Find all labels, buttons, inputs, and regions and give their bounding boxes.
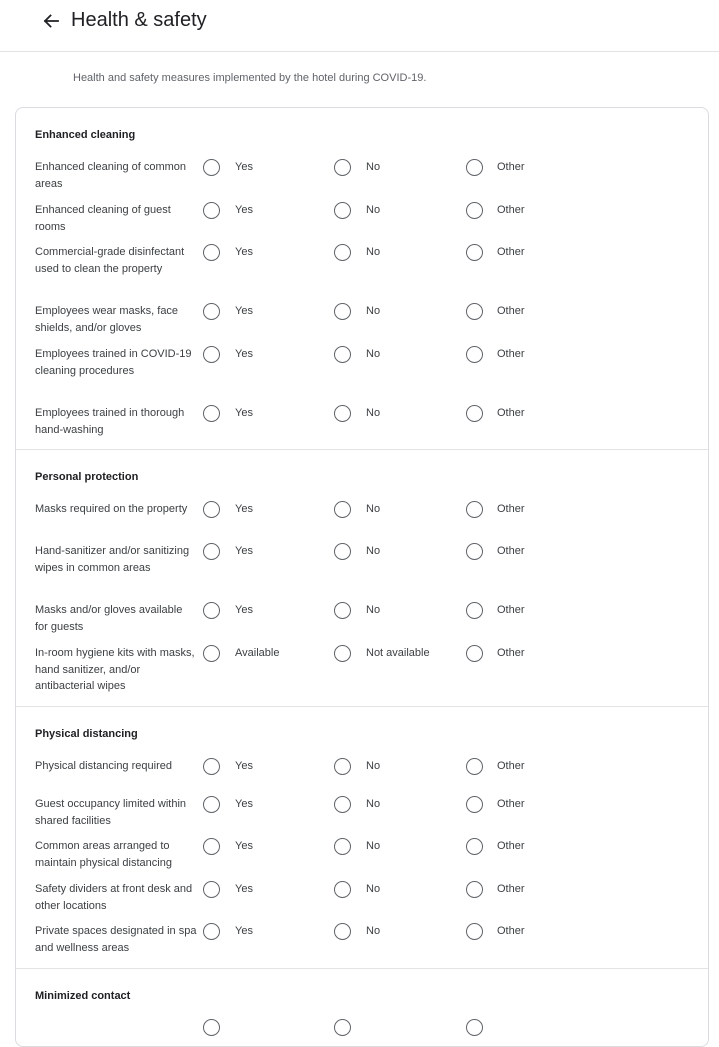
- radio-other[interactable]: [466, 543, 483, 560]
- radio-other[interactable]: [466, 881, 483, 898]
- option-label-no[interactable]: No: [366, 925, 381, 937]
- radio-no[interactable]: [334, 346, 351, 363]
- option-label-no[interactable]: No: [366, 204, 381, 216]
- radio-other[interactable]: [466, 159, 483, 176]
- radio-other[interactable]: [466, 923, 483, 940]
- option-label-yes[interactable]: Yes: [235, 348, 253, 360]
- option-label-yes[interactable]: Yes: [235, 305, 253, 317]
- radio-other[interactable]: [466, 645, 483, 662]
- radio-yes[interactable]: [203, 159, 220, 176]
- radio-other[interactable]: [466, 346, 483, 363]
- radio-other[interactable]: [466, 838, 483, 855]
- radio-option[interactable]: [466, 1019, 483, 1036]
- radio-not-available[interactable]: [334, 645, 351, 662]
- option-label-yes[interactable]: Yes: [235, 161, 253, 173]
- option-label-other[interactable]: Other: [497, 161, 525, 173]
- radio-other[interactable]: [466, 501, 483, 518]
- radio-other[interactable]: [466, 405, 483, 422]
- option-label-other[interactable]: Other: [497, 604, 525, 616]
- option-label-other[interactable]: Other: [497, 503, 525, 515]
- back-button[interactable]: [40, 10, 62, 32]
- option-label-yes[interactable]: Yes: [235, 883, 253, 895]
- radio-yes[interactable]: [203, 602, 220, 619]
- section-divider: [16, 449, 708, 450]
- option-label-yes[interactable]: Yes: [235, 503, 253, 515]
- intro-text: Health and safety measures implemented by the hotel during COVID-19.: [73, 72, 427, 84]
- option-label-yes[interactable]: Yes: [235, 246, 253, 258]
- question-label: Private spaces designated in spa and wellness areas: [35, 925, 197, 954]
- option-label-yes[interactable]: Yes: [235, 925, 253, 937]
- option-label-no[interactable]: No: [366, 348, 381, 360]
- question-label: Enhanced cleaning of common areas: [35, 161, 187, 190]
- option-label-other[interactable]: Other: [497, 204, 525, 216]
- radio-other[interactable]: [466, 758, 483, 775]
- option-label-no[interactable]: No: [366, 161, 381, 173]
- option-label-no[interactable]: No: [366, 407, 381, 419]
- option-label-other[interactable]: Other: [497, 246, 525, 258]
- radio-yes[interactable]: [203, 758, 220, 775]
- option-label-other[interactable]: Other: [497, 647, 525, 659]
- option-label-no[interactable]: No: [366, 503, 381, 515]
- radio-yes[interactable]: [203, 881, 220, 898]
- option-label-other[interactable]: Other: [497, 883, 525, 895]
- option-label-other[interactable]: Other: [497, 798, 525, 810]
- radio-yes[interactable]: [203, 405, 220, 422]
- radio-no[interactable]: [334, 303, 351, 320]
- radio-yes[interactable]: [203, 303, 220, 320]
- radio-no[interactable]: [334, 244, 351, 261]
- section-divider: [16, 968, 708, 969]
- option-label-yes[interactable]: Yes: [235, 604, 253, 616]
- question-label: Employees trained in COVID-19 cleaning procedures: [35, 348, 192, 377]
- radio-no[interactable]: [334, 159, 351, 176]
- radio-yes[interactable]: [203, 796, 220, 813]
- radio-yes[interactable]: [203, 244, 220, 261]
- section-title: Minimized contact: [35, 990, 131, 1002]
- section-divider: [16, 706, 708, 707]
- option-label-other[interactable]: Other: [497, 305, 525, 317]
- option-label-yes[interactable]: Yes: [235, 840, 253, 852]
- radio-no[interactable]: [334, 923, 351, 940]
- question-label: In-room hygiene kits with masks, hand sanitizer, and/or antibacterial wipes: [35, 647, 195, 693]
- option-label-yes[interactable]: Yes: [235, 760, 253, 772]
- option-label-no[interactable]: No: [366, 840, 381, 852]
- question-label: Hand-sanitizer and/or sanitizing wipes in common areas: [35, 545, 190, 574]
- option-label-no[interactable]: No: [366, 305, 381, 317]
- option-label-yes[interactable]: Yes: [235, 798, 253, 810]
- radio-option[interactable]: [334, 1019, 351, 1036]
- radio-no[interactable]: [334, 501, 351, 518]
- radio-yes[interactable]: [203, 543, 220, 560]
- radio-yes[interactable]: [203, 346, 220, 363]
- question-label: Masks and/or gloves available for guests: [35, 604, 183, 633]
- option-label-other[interactable]: Other: [497, 348, 525, 360]
- app-header: [0, 0, 719, 52]
- radio-no[interactable]: [334, 838, 351, 855]
- option-label-yes[interactable]: Yes: [235, 545, 253, 557]
- option-label-other[interactable]: Other: [497, 840, 525, 852]
- question-label: Guest occupancy limited within shared facilities: [35, 798, 187, 827]
- option-label-no[interactable]: No: [366, 604, 381, 616]
- section-title: Physical distancing: [35, 728, 138, 740]
- radio-no[interactable]: [334, 758, 351, 775]
- section-title: Personal protection: [35, 471, 139, 483]
- option-label-other[interactable]: Other: [497, 925, 525, 937]
- option-label-yes[interactable]: Yes: [235, 407, 253, 419]
- question-label: Commercial-grade disinfectant used to clean the property: [35, 246, 185, 275]
- question-label: Safety dividers at front desk and other locations: [35, 883, 193, 912]
- radio-option[interactable]: [203, 1019, 220, 1036]
- arrow-left-icon: [43, 13, 59, 29]
- radio-other[interactable]: [466, 602, 483, 619]
- option-label-other[interactable]: Other: [497, 545, 525, 557]
- radio-no[interactable]: [334, 543, 351, 560]
- question-label: Employees trained in thorough hand-washing: [35, 407, 185, 436]
- radio-no[interactable]: [334, 602, 351, 619]
- question-label: Enhanced cleaning of guest rooms: [35, 204, 171, 233]
- radio-yes[interactable]: [203, 923, 220, 940]
- radio-yes[interactable]: [203, 202, 220, 219]
- section-title: Enhanced cleaning: [35, 129, 136, 141]
- option-label-no[interactable]: No: [366, 883, 381, 895]
- option-label-other[interactable]: Other: [497, 760, 525, 772]
- page-title: Health & safety: [71, 9, 207, 31]
- radio-other[interactable]: [466, 202, 483, 219]
- radio-other[interactable]: [466, 303, 483, 320]
- radio-other[interactable]: [466, 244, 483, 261]
- radio-no[interactable]: [334, 881, 351, 898]
- radio-no[interactable]: [334, 202, 351, 219]
- radio-no[interactable]: [334, 796, 351, 813]
- option-label-no[interactable]: No: [366, 545, 381, 557]
- option-label-no[interactable]: No: [366, 760, 381, 772]
- option-label-no[interactable]: No: [366, 246, 381, 258]
- option-label-no[interactable]: No: [366, 798, 381, 810]
- question-label: Common areas arranged to maintain physical distancing: [35, 840, 172, 869]
- radio-yes[interactable]: [203, 501, 220, 518]
- question-label: Masks required on the property: [35, 503, 188, 515]
- option-label-available[interactable]: Available: [235, 647, 280, 659]
- option-label-not-available[interactable]: Not available: [366, 647, 430, 659]
- radio-yes[interactable]: [203, 838, 220, 855]
- option-label-other[interactable]: Other: [497, 407, 525, 419]
- question-label: Physical distancing required: [35, 760, 172, 772]
- question-label: Employees wear masks, face shields, and/or gloves: [35, 305, 179, 334]
- radio-other[interactable]: [466, 796, 483, 813]
- radio-no[interactable]: [334, 405, 351, 422]
- radio-available[interactable]: [203, 645, 220, 662]
- option-label-yes[interactable]: Yes: [235, 204, 253, 216]
